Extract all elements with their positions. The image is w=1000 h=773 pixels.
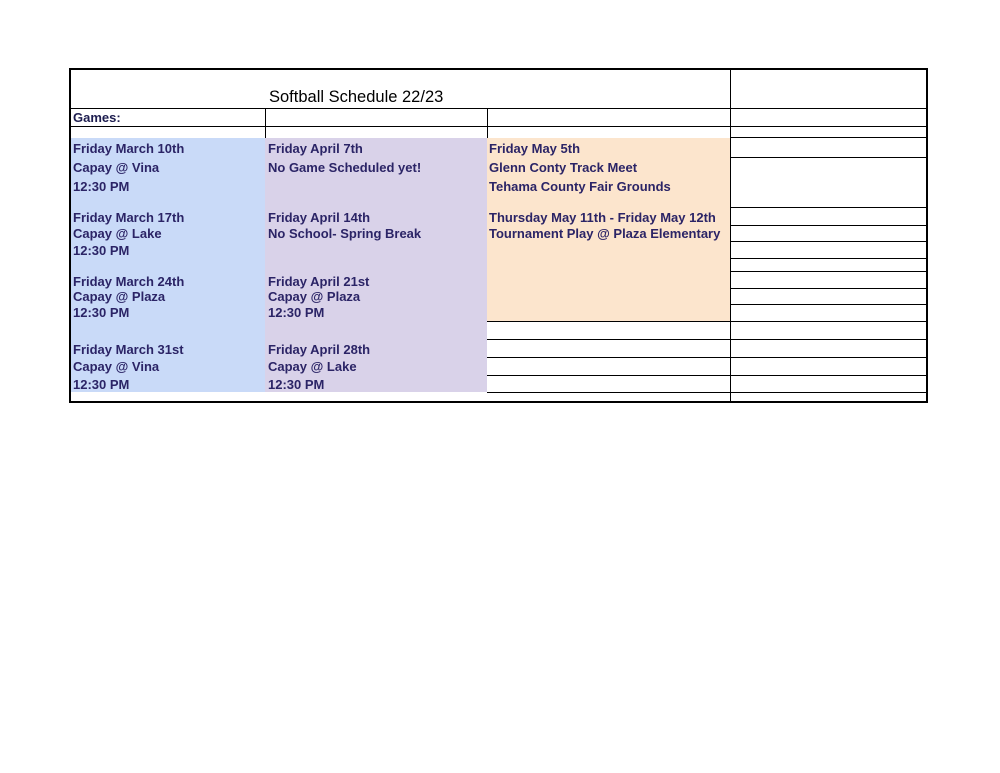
march-17-time: 12:30 PM [73,243,130,258]
grid-line [487,108,488,138]
grid-line [730,157,928,158]
march-24-game: Capay @ Plaza [73,289,166,304]
march-24-time: 12:30 PM [73,305,130,320]
march-24-date: Friday March 24th [73,274,185,289]
grid-line [487,392,928,393]
march-17-game: Capay @ Lake [73,226,162,241]
may-5-event: Glenn Conty Track Meet [489,160,638,175]
april-21-time: 12:30 PM [268,305,325,320]
april-14-date: Friday April 14th [268,210,371,225]
grid-line [487,375,928,376]
grid-line [730,70,731,403]
grid-line [730,258,928,259]
april-7-game: No Game Scheduled yet! [268,160,422,175]
grid-line [730,304,928,305]
april-28-date: Friday April 28th [268,342,371,357]
march-10-time: 12:30 PM [73,179,130,194]
april-28-time: 12:30 PM [268,377,325,392]
may-5-location: Tehama County Fair Grounds [489,179,671,194]
grid-line [730,241,928,242]
grid-line [730,207,928,208]
grid-line [730,271,928,272]
grid-line [487,321,928,322]
april-21-date: Friday April 21st [268,274,370,289]
april-14-game: No School- Spring Break [268,226,422,241]
schedule-sheet [69,68,928,403]
april-21-game: Capay @ Plaza [268,289,361,304]
games-label: Games: [73,110,121,125]
grid-line [730,288,928,289]
march-17-date: Friday March 17th [73,210,185,225]
march-31-game: Capay @ Vina [73,359,160,374]
grid-line [730,137,928,138]
grid-line [487,357,928,358]
grid-line [265,108,266,138]
march-10-game: Capay @ Vina [73,160,160,175]
march-31-date: Friday March 31st [73,342,184,357]
april-28-game: Capay @ Lake [268,359,357,374]
may-11-date: Thursday May 11th - Friday May 12th [489,210,716,225]
grid-line [71,108,928,109]
may-5-date: Friday May 5th [489,141,581,156]
grid-line [730,225,928,226]
march-10-date: Friday March 10th [73,141,185,156]
grid-line [487,339,928,340]
march-31-time: 12:30 PM [73,377,130,392]
may-11-event: Tournament Play @ Plaza Elementary [489,226,721,241]
grid-line [71,126,928,127]
page-title: Softball Schedule 22/23 [269,88,444,106]
april-7-date: Friday April 7th [268,141,363,156]
